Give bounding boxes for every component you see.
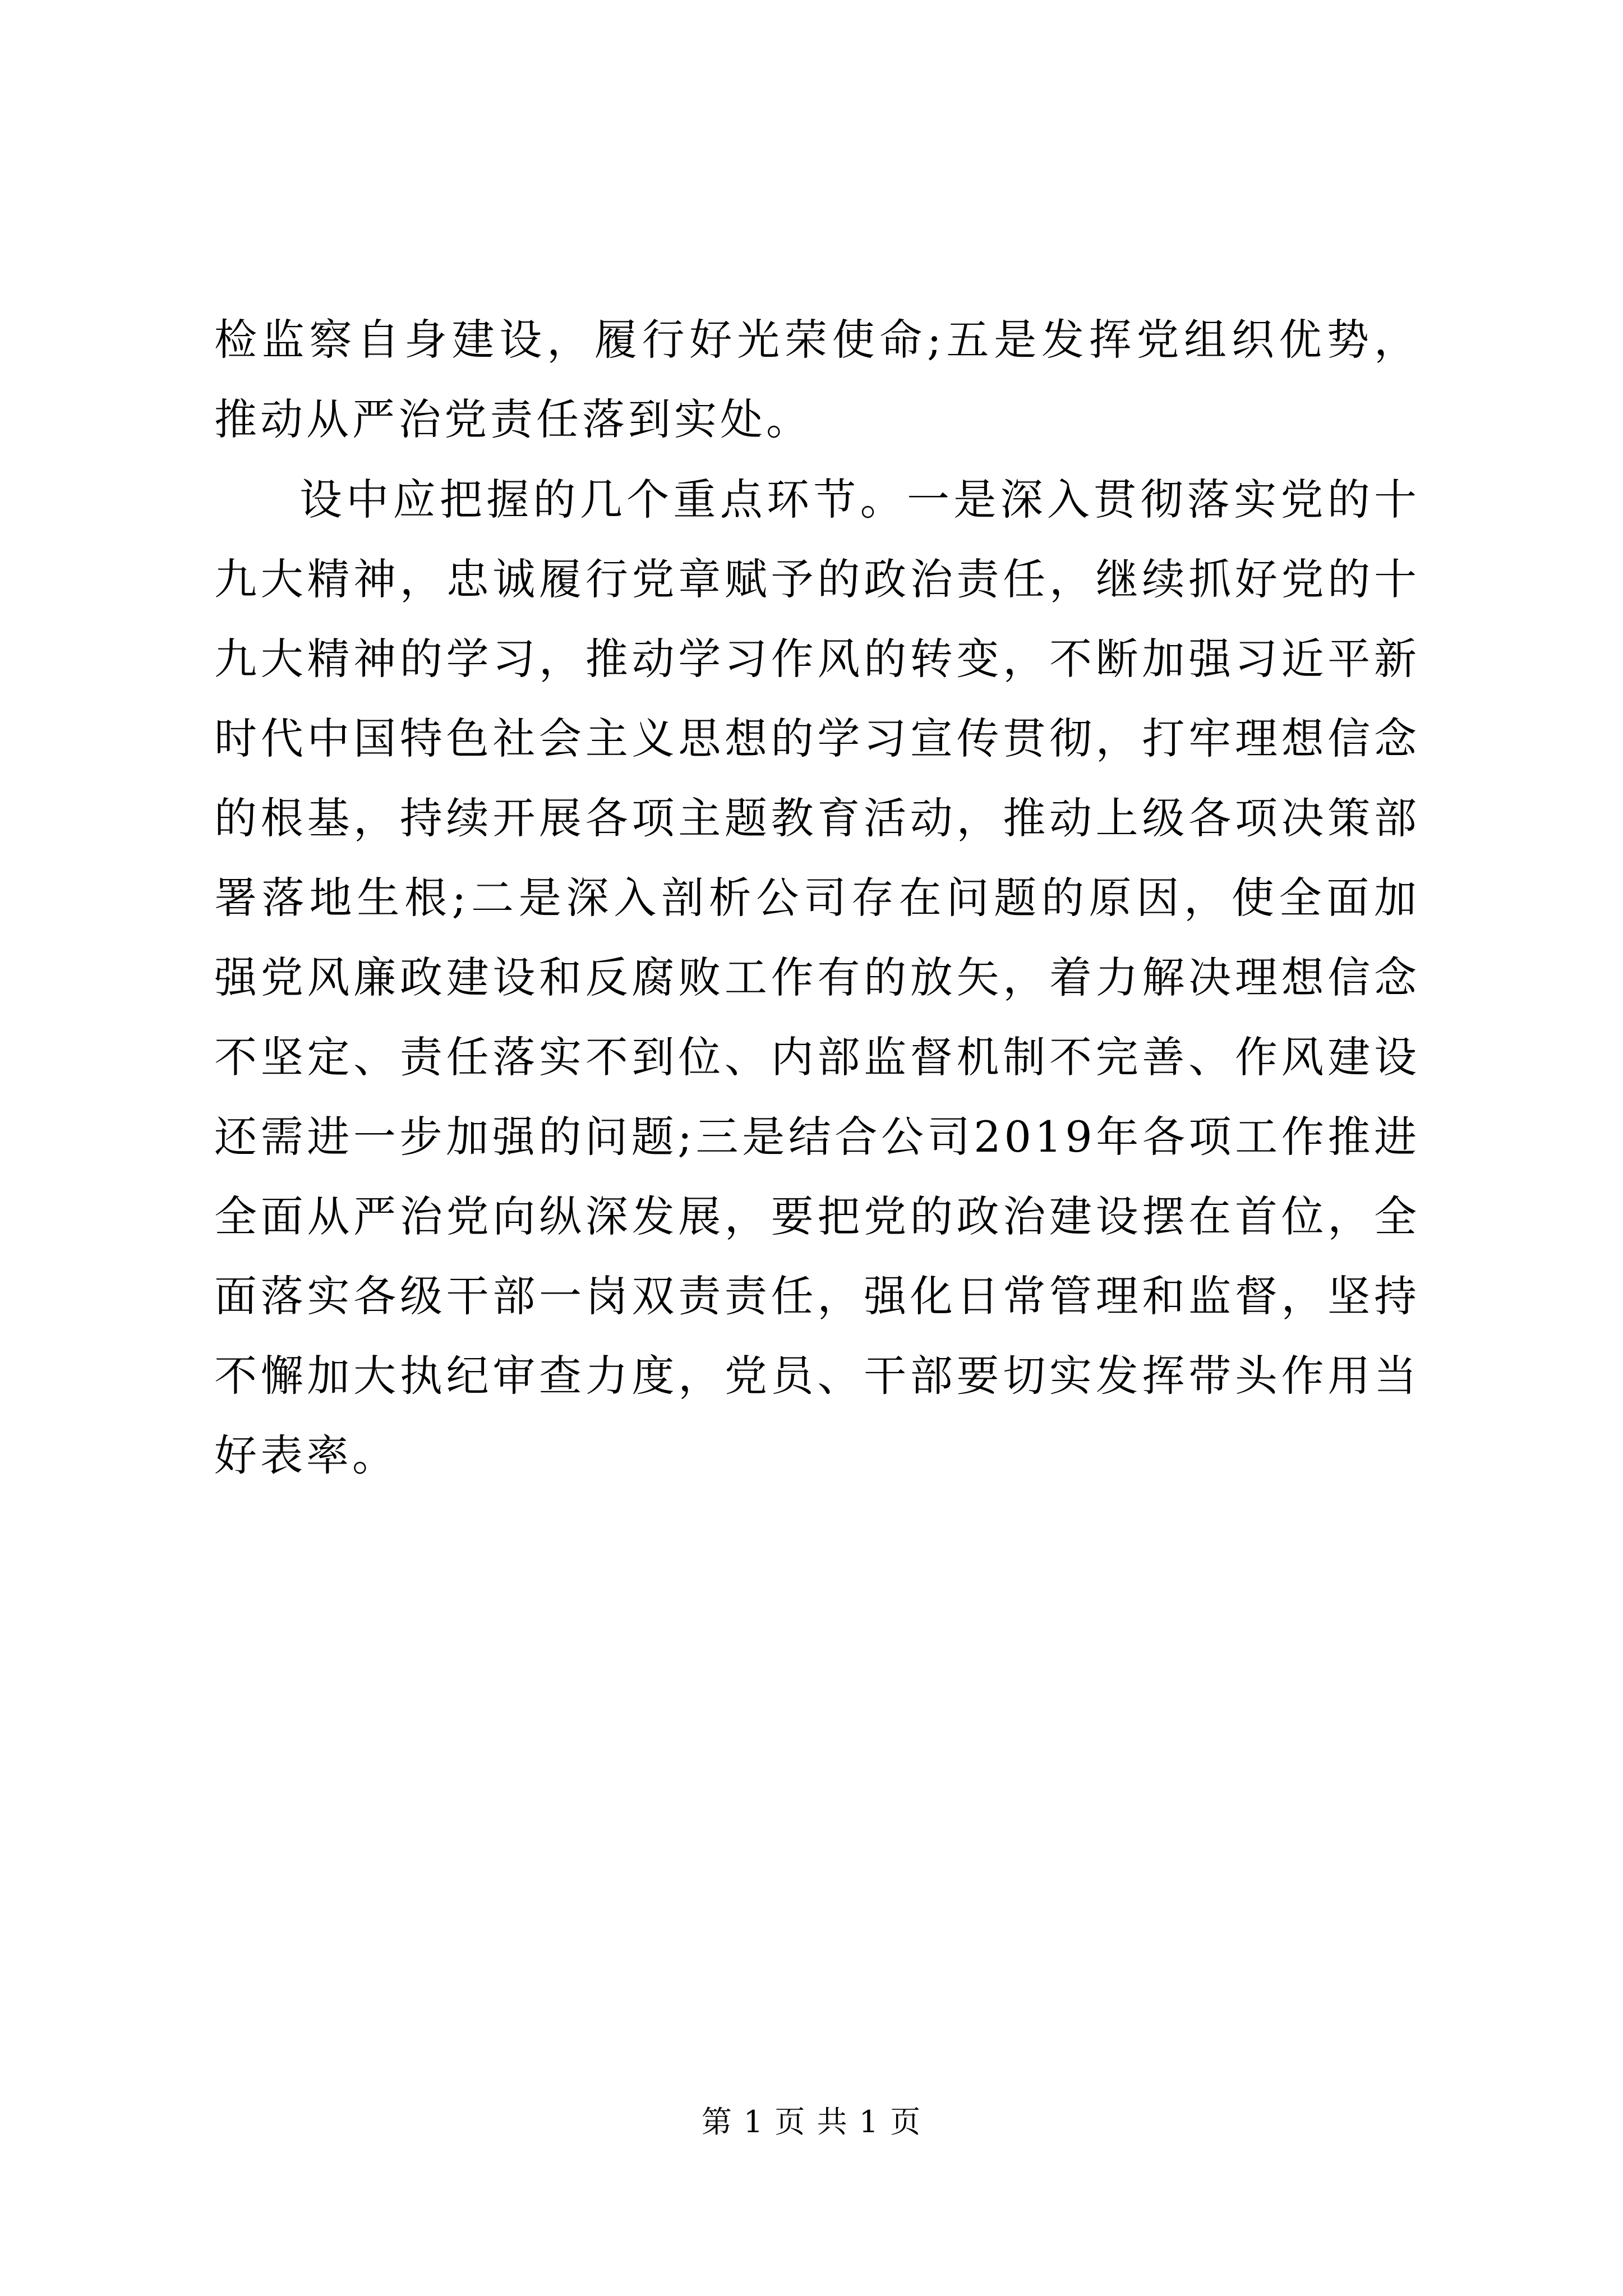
paragraph-2: 设中应把握的几个重点环节。一是深入贯彻落实党的十九大精神，忠诚履行党章赋予的政治责任，继续抓好党的十九大精神的学习，推动学习作风的转变，不断加强习近平新时代中国特色社会主义思想的学习宣传贯彻，打牢理想信念的根基，持续开展各项主题教育活动，推动上级各项决策部署落地生根;二是深入剖析公司存在问题的原因，使全面加强党风廉政建设和反腐败工作有的放矢，着力解决理想信念不坚定、责任落实不到位、内部监督机制不完善、作风建设还需进一步加强的问题;三是结合公司2019年各项工作推进全面从严治党向纵深发展，要把党的政治建设摆在首位，全面落实各级干部一岗双责责任，强化日常管理和监督，坚持不懈加大执纪审查力度，党员、干部要切实发挥带头作用当好表率。: [214, 475, 1420, 1480]
page-footer: 第 1 页 共 1 页: [701, 2104, 922, 2139]
paragraph-1: 检监察自身建设，履行好光荣使命;五是发挥党组织优势，推动从严治党责任落到实处。: [214, 315, 1420, 444]
